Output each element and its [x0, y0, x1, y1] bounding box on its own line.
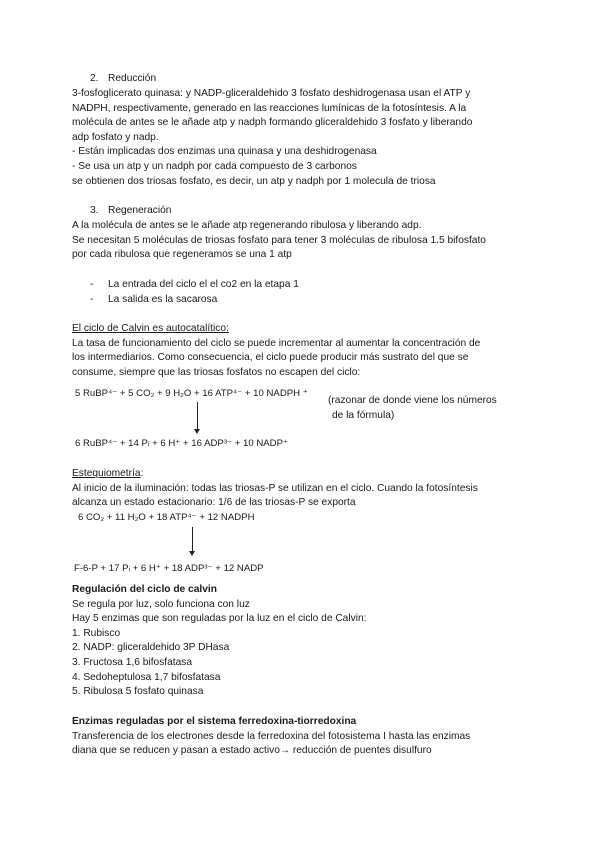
list-item: 4. Sedoheptulosa 1,7 bifosfatasa [72, 671, 221, 683]
regeneracion-paragraph [72, 219, 532, 263]
ferredoxina-section [72, 715, 532, 759]
text-line: se obtienen dos triosas fosfato, es decir, un atp y nadph por 1 molecula de triosa [72, 175, 436, 187]
regulacion-section [72, 583, 532, 700]
text-line: - Están implicadas dos enzimas una quinasa y una deshidrogenasa [72, 146, 377, 158]
text-line: La tasa de funcionamiento del ciclo se puede incrementar al aumentar la concentración de [72, 337, 481, 349]
text-line: Se regula por luz, solo funciona con luz [72, 598, 250, 610]
bullet-list [90, 278, 299, 307]
section-heading-regeneracion [90, 204, 171, 219]
text-line: A la molécula de antes se le añade atp regenerando ribulosa y liberando adp. [72, 220, 422, 231]
text-line: Transferencia de los electrones desde la ferredoxina del fotosistema I hasta las enzimas [72, 730, 471, 742]
section-title: Reducción [108, 73, 157, 84]
text-line: Hay 5 enzimas que son reguladas por la luz en el ciclo de Calvin: [72, 613, 367, 625]
equation-products: 6 RuBP⁴⁻ + 14 Pᵢ + 6 H⁺ + 16 ADP³⁻ + 10 NADP⁺ [75, 438, 289, 449]
list-item: 1. Rubisco [72, 627, 121, 639]
section-heading: Regulación del ciclo de calvin [72, 584, 217, 595]
text-line: - Se usa un atp y un nadph por cada compuesto de 3 carbonos [72, 160, 357, 172]
text-line: por cada ribulosa que regeneramos se una 1 atp [72, 249, 292, 261]
reaction-arrow [197, 402, 198, 430]
section-heading: El ciclo de Calvin es autocatalítico: [72, 323, 229, 334]
estequiometria-section [72, 467, 532, 511]
text-line: alcanza un estado estacionario: 1/6 de las triosas-P se exporta [72, 497, 356, 509]
equation-reactants: 5 RuBP⁴⁻ + 5 CO₂ + 9 H₂O + 16 ATP⁴⁻ + 10 NADPH ⁺ [75, 388, 308, 399]
list-item: 5. Ribulosa 5 fosfato quinasa [72, 686, 204, 698]
equation-reactants: 6 CO₂ + 11 H₂O + 18 ATP⁴⁻ + 12 NADPH [78, 512, 255, 523]
text-line: consume, siempre que las triosas fosfatos no escapen del ciclo: [72, 366, 361, 378]
margin-note [328, 394, 528, 423]
reaction-arrow [192, 527, 193, 552]
note-line: (razonar de donde viene los números [328, 395, 497, 406]
text-line: Se necesitan 5 moléculas de triosas fosfato para tener 3 moléculas de ribulosa 1.5 bifosfato [72, 234, 486, 246]
equation-products: F-6-P + 17 Pᵢ + 6 H⁺ + 18 ADP³⁻ + 12 NADP [74, 563, 264, 574]
list-item: - La entrada del ciclo el el co2 en la etapa 1 [90, 279, 299, 290]
text-line: molécula de antes se le añade atp y nadph formando gliceraldehido 3 fosfato y liberando [72, 117, 473, 129]
section-number: 3. [90, 205, 99, 216]
list-item: 2. NADP: gliceraldehido 3P DHasa [72, 642, 230, 654]
text-line: Al inicio de la iluminación: todas las triosas-P se utilizan en el ciclo. Cuando la fotosíntesis [72, 482, 478, 494]
section-heading: Enzimas reguladas por el sistema ferredoxina-tiorredoxina [72, 716, 357, 727]
autocatalitico-section [72, 322, 532, 380]
section-title: Regeneración [108, 205, 172, 216]
section-heading-reduccion [90, 72, 156, 87]
list-item: 3. Fructosa 1,6 bifosfatasa [72, 656, 193, 668]
text-line: NADPH, respectivamente, generado en las reacciones lumínicas de la fotosíntesis. A la [72, 102, 467, 114]
list-item: - La salida es la sacarosa [90, 293, 218, 305]
text-line: adp fosfato y nadp. [72, 131, 159, 143]
section-number: 2. [90, 73, 99, 84]
text-line: 3-fosfoglicerato quinasa: y NADP-gliceraldehido 3 fosfato deshidrogenasa usan el ATP y [72, 88, 471, 99]
note-line: de la fórmula) [332, 409, 395, 421]
reduccion-paragraph [72, 87, 532, 189]
section-heading: Estequiometría: [72, 468, 144, 479]
text-line: diana que se reducen y pasan a estado activo→ reducción de puentes disulfuro [72, 745, 432, 757]
text-line: los intermediarios. Como consecuencia, el ciclo puede producir más sustrato del que se [72, 352, 469, 364]
